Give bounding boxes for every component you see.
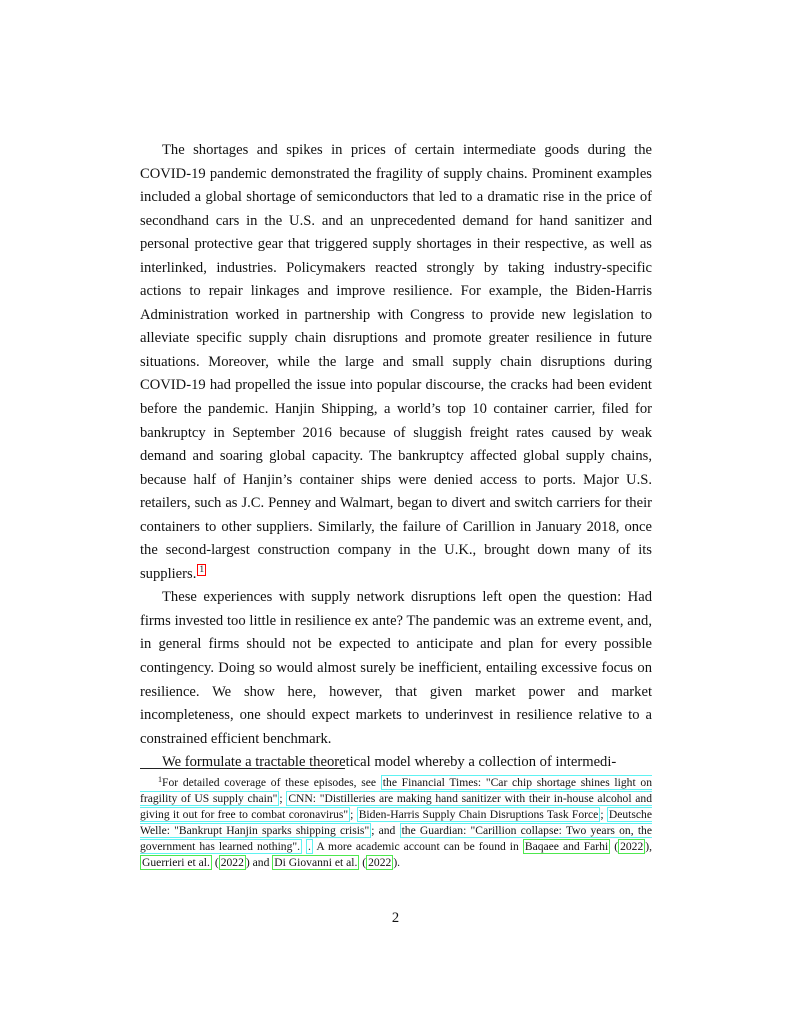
footnote-sep: ; [350, 808, 357, 821]
footnote-1 [140, 772, 652, 871]
cite-paren: ( [211, 856, 219, 869]
link-deutsche-welle[interactable]: Deutsche Welle: "Bankrupt Hanjin sparks shipping crisis" [140, 808, 652, 837]
footnote-sep: ; [600, 808, 607, 821]
link-financial-times[interactable]: the Financial Times: "Car chip shortage shines light on fragility of US supply chain" [140, 776, 652, 805]
paragraph-1 [140, 139, 652, 586]
link-cnn[interactable]: CNN: "Distilleries are making hand sanitizer with their in-house alcohol and giving it out for free to combat coronavirus" [140, 792, 652, 821]
link-extra[interactable]: . [308, 840, 311, 853]
footnote-rule [140, 768, 345, 769]
footnote-ref-link[interactable]: 1 [199, 564, 205, 575]
cite-di-giovanni[interactable]: Di Giovanni et al. [274, 856, 358, 869]
footnote-sep: ; [279, 792, 287, 805]
cite-di-giovanni-year[interactable]: 2022 [368, 856, 392, 869]
cite-guerrieri-year[interactable]: 2022 [220, 856, 244, 869]
main-text [140, 139, 652, 775]
link-guardian[interactable]: the Guardian: "Carillion collapse: Two years on, the government has learned nothing". [140, 824, 652, 853]
paragraph-2 [140, 586, 652, 751]
paragraph-1-text: The shortages and spikes in prices of certain intermediate goods during the COVID-19 pandemic demonstrated the fragility of supply chains. Prominent examples included a global shortage of semiconductors that led to a dramatic rise in the price of secondhand cars in the U.S. and an unprecedented demand for hand sanitizer and personal protective gear that triggered supply shortages in their respective, as well as interlinked, industries. Policymakers reacted strongly by taking industry-specific actions to repair linkages and improve resilience. For example, the Biden-Harris Administration worked in partnership with Congress to provide new legislation to alleviate specific supply chain disruptions and promote greater resilience in future situations. Moreover, while the large and small supply chain disruptions during COVID-19 had propelled the issue into popular discourse, the cracks had been evident before the pandemic. Hanjin Shipping, a world’s top 10 container carrier, filed for bankruptcy in September 2016 because of sluggish freight rates caused by weak demand and soaring global capacity. The bankruptcy affected global supply chains, because half of Hanjin’s container ships were denied access to ports. Major U.S. retailers, such as J.C. Penney and Walmart, began to divert and switch carriers for their containers to other suppliers. Similarly, the failure of Carillion in January 2018, once the second-largest construction company in the U.K., brought down many of its suppliers. [140, 142, 652, 582]
link-supply-chain-task-force[interactable]: Biden-Harris Supply Chain Disruptions Task Force [358, 808, 599, 821]
cite-baqaee-farhi-year[interactable]: 2022 [620, 840, 644, 853]
cite-paren: ( [359, 856, 367, 869]
footnote-mark: 1 [158, 775, 162, 784]
footnote-mid: A more academic account can be found in [312, 840, 523, 853]
cite-paren: ) and [245, 856, 273, 869]
page-number: 2 [391, 910, 400, 926]
cite-paren: ), [645, 840, 653, 853]
cite-baqaee-farhi[interactable]: Baqaee and Farhi [524, 840, 609, 853]
footnote-intro: For detailed coverage of these episodes, see [162, 776, 381, 789]
cite-paren: ( [610, 840, 619, 853]
footnote-sep: ; and [371, 824, 400, 837]
cite-paren: ). [393, 856, 401, 869]
paragraph-2-text: These experiences with supply network disruptions left open the question: Had firms invested too little in resilience ex ante? The pandemic was an extreme event, and, in general firms should not be expected to anticipate and plan for every possible contingency. Doing so would almost surely be inefficient, entailing excessive focus on resilience. We show here, however, that given market power and market incompleteness, one should expect markets to underinvest in resilience relative to a constrained efficient benchmark. [140, 589, 652, 747]
paragraph-3-text: We formulate a tractable theoretical model whereby a collection of intermedi- [162, 754, 617, 771]
cite-guerrieri[interactable]: Guerrieri et al. [142, 856, 210, 869]
